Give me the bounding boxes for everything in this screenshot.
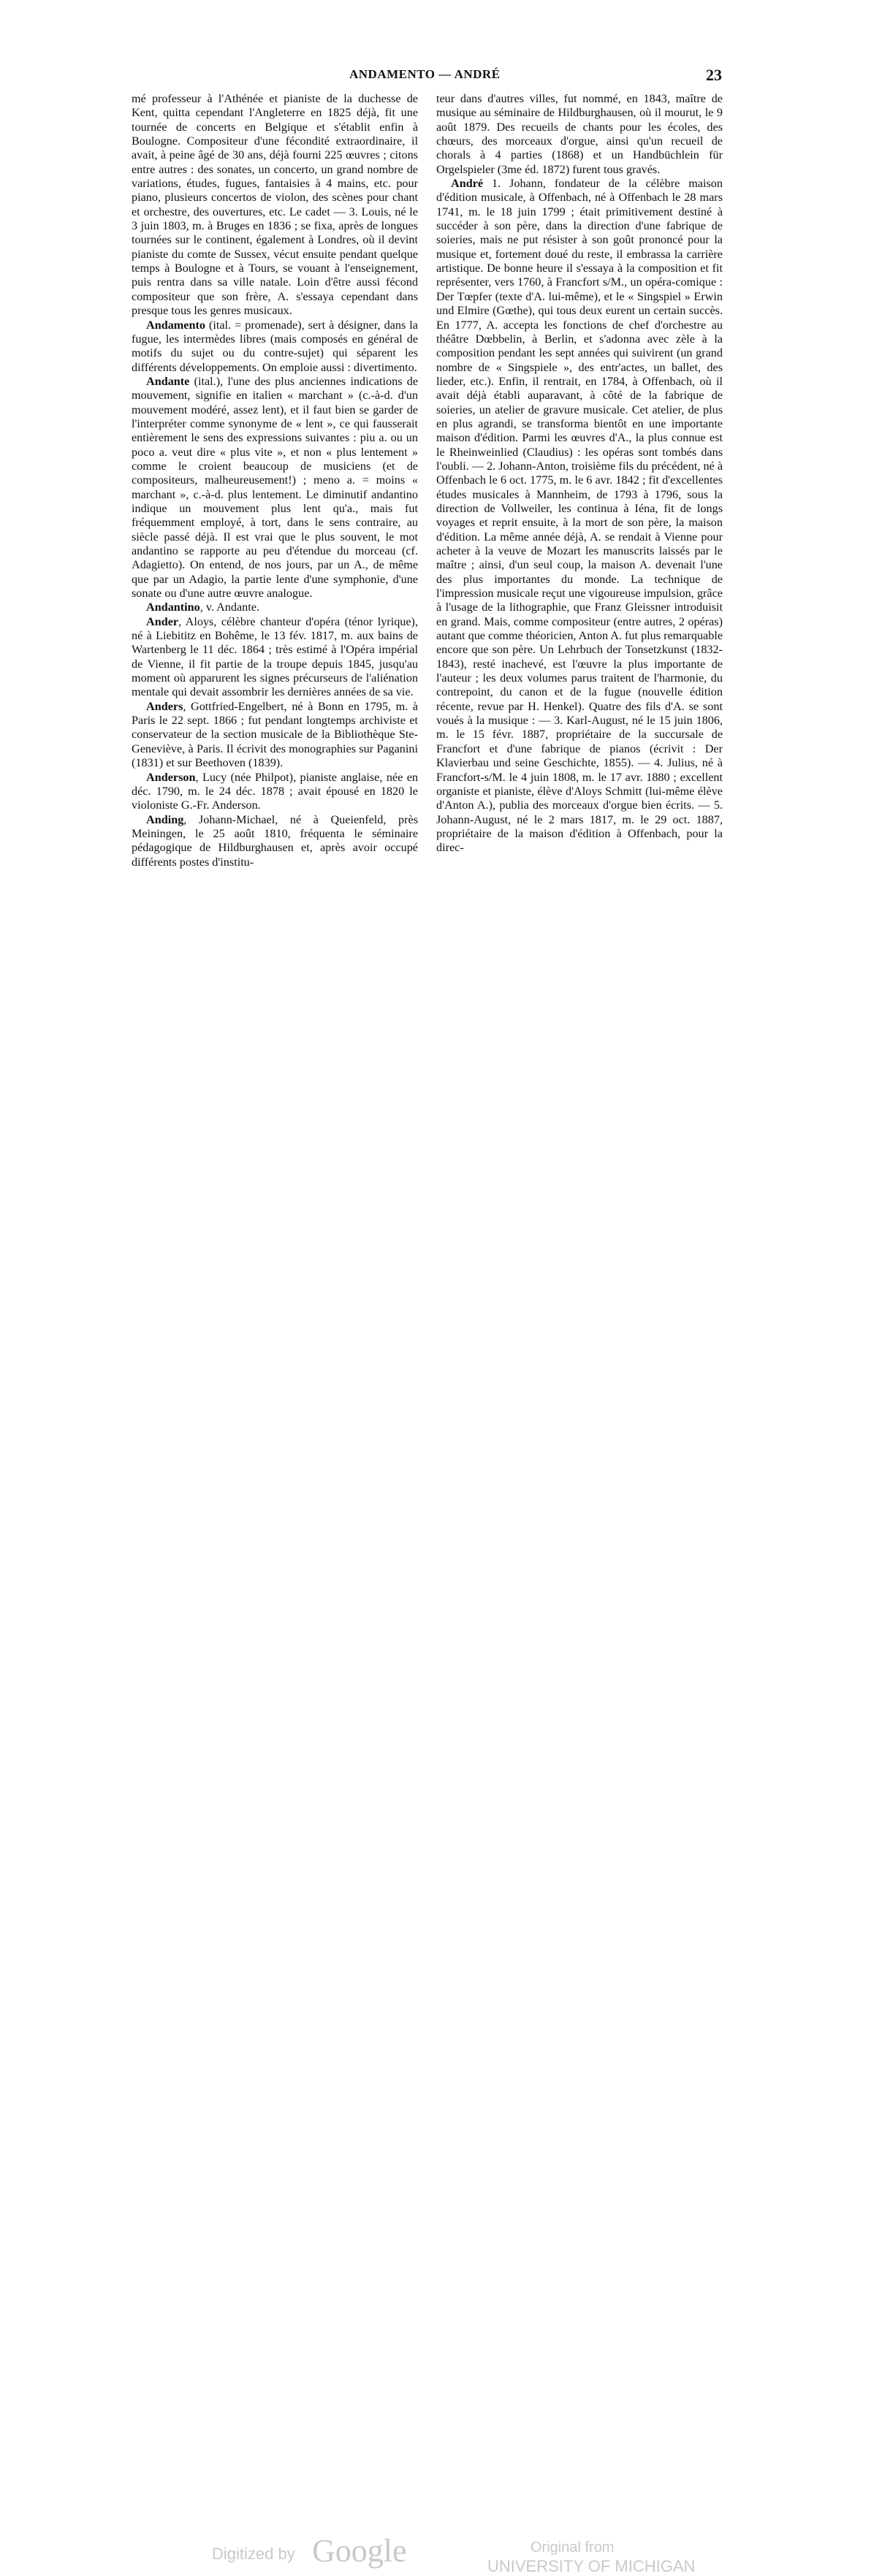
entry-text: (ital. = promenade), sert à désigner, dans la fugue, les intermèdes libres (mais composés en général de motifs du sujet ou du contre-sujet) qui séparent les différents développements. On emploie aussi : divertimento. xyxy=(132,318,418,374)
entry-anders xyxy=(132,700,418,771)
entry-ander xyxy=(132,615,418,700)
original-from-text: Original from xyxy=(531,2539,615,2556)
headword: Anders xyxy=(146,699,183,713)
entry-text: , Lucy (née Philpot), pianiste anglaise, née en déc. 1790, m. le 24 déc. 1878 ; avait épousé en 1820 le violoniste G.-Fr. Anderson. xyxy=(132,770,418,812)
digitized-by-text: Digitized by xyxy=(212,2545,295,2563)
entry-andre xyxy=(436,177,723,856)
entry-text: , v. Andante. xyxy=(199,601,260,614)
entry-andamento xyxy=(132,319,418,375)
headword: Andante xyxy=(146,374,190,388)
running-title: ANDAMENTO — ANDRÉ xyxy=(349,67,501,81)
google-logo-text: Google xyxy=(312,2533,407,2569)
entry-anderson xyxy=(132,771,418,813)
headword: André xyxy=(451,177,484,191)
headword: Anding xyxy=(146,812,184,826)
paragraph-text: teur dans d'autres villes, fut nommé, en 1843, maître de musique au séminaire de Hildburghausen, où il mourut, le 9 août 1879. Des recueils de chants pour les écoles, des chœurs, des morceaux d'orgue, ainsi qu'un recueil de chorals à 4 parties (1868) et un Handbüchlein für Orgelspieler (3me éd. 1872) furent tous gravés. xyxy=(436,92,723,176)
left-column xyxy=(132,92,418,869)
running-head xyxy=(0,67,882,86)
paragraph-text: mé professeur à l'Athénée et pianiste de la duchesse de Kent, quitta cependant l'Angleterre en 1825 déjà, fit une tournée de concerts en Belgique et s'établit enfin à Boulogne. Compositeur d'une fécondité extraordinaire, il avait, à peine âgé de 30 ans, déjà fourni 225 œuvres ; citons entre autres : des sonates, un concerto, un grand nombre de variations, études, fugues, fantaisies à 4 mains, etc. pour piano, plusieurs concertos de violon, des scènes pour chant et orchestre, des ouvertures, etc. Le cadet — 3. Louis, né le 3 juin 1803, m. à Bruges en 1836 ; se fixa, après de longues tournées sur le continent, également à Londres, où il devint pianiste du comte de Sussex, vécut ensuite pendant quelque temps à Boulogne et à Tours, se vouant à l'enseignement, puis rentra dans sa ville natale. Loin d'être aussi fécond compositeur que son frère, A. s'essaya cependant dans presque tous les genres musicaux. xyxy=(132,92,418,318)
entry-andante xyxy=(132,375,418,601)
entry-andantino xyxy=(132,601,418,614)
headword: Anderson xyxy=(146,770,196,784)
entry-text: , Johann-Michael, né à Queienfeld, près Meiningen, le 25 août 1810, fréquenta le séminaire pédagogique de Hildburghausen et, après avoir occupé différents postes d'institu- xyxy=(132,812,418,869)
right-column xyxy=(436,92,723,856)
headword: Andamento xyxy=(146,318,205,332)
page-number: 23 xyxy=(706,66,722,84)
headword: Ander xyxy=(146,614,179,628)
entry-text: , Gottfried-Engelbert, né à Bonn en 1795, m. à Paris le 22 sept. 1866 ; fut pendant longtemps archiviste et conservateur de la section musicale de la Bibliothèque Ste-Geneviève, à Paris. Il écrivit des monographies sur Paganini (1831) et sur Beethoven (1839). xyxy=(132,699,418,770)
watermark-footer xyxy=(0,1270,882,2575)
entry-text: 1. Johann, fondateur de la célèbre maison d'édition musicale, à Offenbach, né à Offenbach le 28 mars 1741, m. le 18 juin 1799 ; était primitivement destiné à succéder à son père, dans la direction d'une fabrique de soieries, mais ne put résister à son goût prononcé pour la musique et, fortement doué du reste, il embrassa la carrière artistique. De bonne heure il s'essaya à la composition et fit représenter, vers 1760, à Francfort s/M., un opéra-comique : Der Tœpfer (texte d'A. lui-même), et le « Singspiel » Erwin und Elmire (Gœthe), qui tous deux eurent un certain succès. En 1777, A. accepta les fonctions de chef d'orchestre au théâtre Dœbbelin, à Berlin, et s'adonna avec zèle à la composition pendant les sept années qui suivirent (un grand nombre de « Singspiele », des entr'actes, un ballet, des lieder, etc.). Enfin, il rentrait, en 1784, à Offenbach, où il avait déjà établi auparavant, à côté de la fabrique de soieries, un atelier de gravure musicale. Cet atelier, de plus en plus agrandi, se transforma bientôt en une importante maison d'édition. Parmi les œuvres d'A., la plus connue est le Rheinweinlied (Claudius) : les opéras sont tombés dans l'oubli. — 2. Johann-Anton, troisième fils du précédent, né à Offenbach le 6 oct. 1775, m. le 6 avr. 1842 ; fit d'excellentes études musicales à Mannheim, de 1793 à 1796, sous la direction de Vollweiler, les continua à Iéna, fit de longs voyages et reprit ensuite, à la mort de son père, la maison d'édition. La même année déjà, A. se rendait à Vienne pour acheter à la veuve de Mozart les manuscrits laissés par le maître ; ainsi, d'un seul coup, la maison A. devenait l'une des plus importantes du monde. La technique de l'impression musicale reçut une vigoureuse impulsion, grâce à l'usage de la lithographie, que Franz Gleissner introduisit en grand. Mais, comme compositeur (entre autres, 2 opéras) autant que comme théoricien, Anton A. fut plus remarquable encore que son père. Un Lehrbuch der Tonsetzkunst (1832-1843), resté inachevé, est l'œuvre la plus importante de l'auteur ; les deux volumes parus traitent de l'harmonie, du contrepoint, du canon et de la fugue (nouvelle édition récente, revue par H. Henkel). Quatre des fils d'A. se sont voués à la musique : — 3. Karl-August, né le 15 juin 1806, m. le 15 févr. 1887, propriétaire de la succursale de Francfort et d'une fabrique de pianos (écrivit : Der Klavierbau und seine Geschichte, 1855). — 4. Julius, né à Francfort-s/M. le 4 juin 1808, m. le 17 avr. 1880 ; excellent organiste et pianiste, élève d'Aloys Schmitt (lui-même élève d'Anton A.), publia des morceaux d'orgue bien écrits. — 5. Johann-August, né le 2 mars 1817, m. le 29 oct. 1887, propriétaire de la maison d'édition à Offenbach, pour la direc- xyxy=(436,177,723,855)
headword: Andantino xyxy=(146,601,200,614)
paragraph-continuation xyxy=(436,92,723,177)
paragraph-continuation xyxy=(132,92,418,319)
entry-text: , Aloys, célèbre chanteur d'opéra (ténor lyrique), né à Liebititz en Bohême, le 13 fév. 1817, m. aux bains de Wartenberg le 11 déc. 1864 ; très estimé à l'Opéra impérial de Vienne, il fit partie de la troupe depuis 1845, jusqu'au moment où apparurent les signes précurseurs de l'aliénation mentale qui devait assombrir les dernières années de sa vie. xyxy=(132,614,418,699)
entry-anding xyxy=(132,813,418,869)
university-text: UNIVERSITY OF MICHIGAN xyxy=(487,2557,696,2575)
entry-text: (ital.), l'une des plus anciennes indications de mouvement, signifie en italien « marchant » (c.-à-d. d'un mouvement modéré, assez lent), et il faut bien se garder de l'interpréter comme synonyme de « lent », ce qui fausserait entièrement le sens des expressions suivantes : piu a. ou un poco a. veut dire « plus vite », et non « plus lentement » comme le croient beaucoup de musiciens (et de compositeurs, malheureusement!) ; meno a. = moins « marchant », c.-à-d. plus lentement. Le diminutif andantino indique un mouvement plus lent qu'a., mais fut fréquemment employé, à tort, dans le sens contraire, au siècle passé déjà. Il est vrai que le plus souvent, le mot andantino se rapporte au peu d'étendue du morceau (cf. Adagietto). On entend, de nos jours, par un A., de même que par un Adagio, la partie lente d'une symphonie, d'une sonate ou d'une autre œuvre analogue. xyxy=(132,374,418,601)
